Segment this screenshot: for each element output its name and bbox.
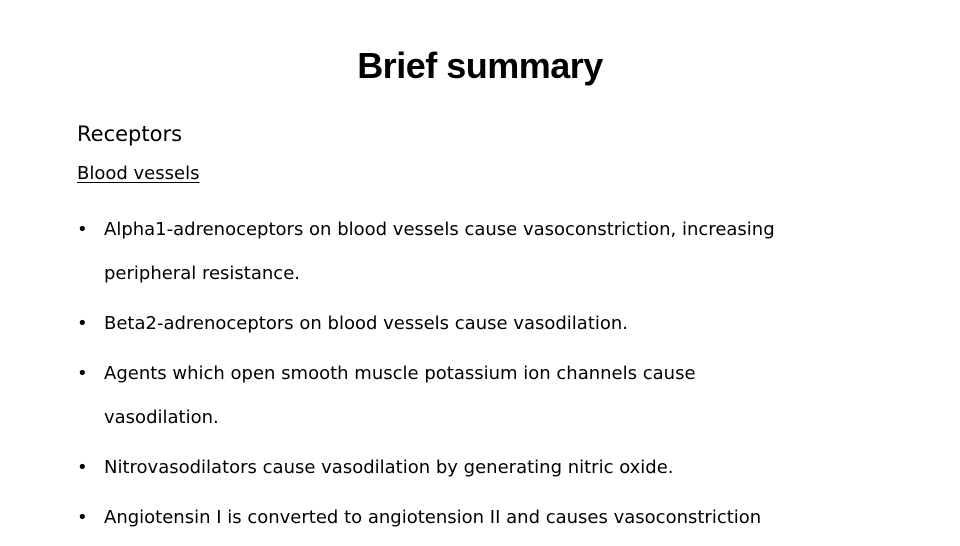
bullet-item (77, 352, 769, 440)
bullet-text: Agents which open smooth muscle potassium ion channels cause vasodilation. (104, 363, 696, 428)
section-subheading: Blood vessels (77, 163, 200, 184)
bullet-text: Beta2-adrenoceptors on blood vessels cause vasodilation. (104, 313, 629, 334)
bullet-item (77, 446, 937, 490)
bullet-item (77, 208, 849, 296)
slide-title: Brief summary (357, 45, 603, 86)
bullet-dot: • (77, 219, 88, 240)
bullet-item (77, 302, 937, 346)
section-heading: Receptors (77, 122, 183, 146)
bullet-text: Alpha1-adrenoceptors on blood vessels cause vasoconstriction, increasing peripheral resistance. (104, 219, 775, 284)
bullet-dot: • (77, 313, 88, 334)
bullet-dot: • (77, 457, 88, 478)
bullet-text: Nitrovasodilators cause vasodilation by generating nitric oxide. (104, 457, 674, 478)
bullet-dot: • (77, 363, 88, 384)
bullet-dot: • (77, 507, 88, 528)
bullet-text: Angiotensin I is converted to angiotension II and causes vasoconstriction (104, 507, 762, 528)
bullet-list (77, 208, 937, 546)
bullet-item (77, 496, 937, 540)
